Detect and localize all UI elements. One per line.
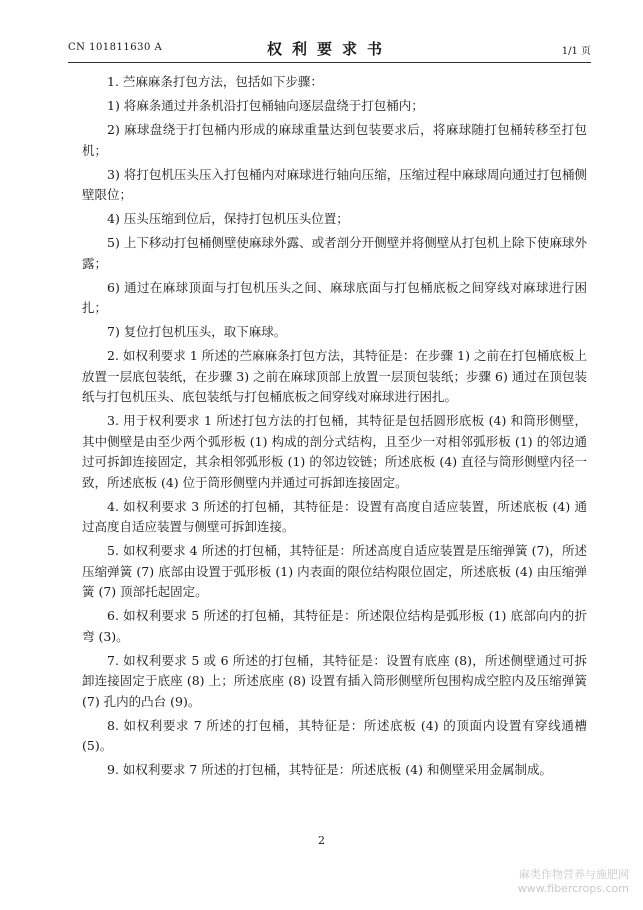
page-number: 2 [318, 834, 325, 847]
claim-paragraph: 6) 通过在麻球顶面与打包机压头之间、麻球底面与打包桶底板之间穿线对麻球进行困扎； [82, 279, 587, 315]
claim-paragraph: 1. 苎麻麻条打包方法，包括如下步骤： [107, 74, 323, 89]
claim-paragraph: 6. 如权利要求 5 所述的打包桶，其特征是：所述限位结构是弧形板 (1) 底部向内的折弯 (3)。 [82, 608, 587, 644]
claim-paragraph: 7. 如权利要求 5 或 6 所述的打包桶，其特征是：设置有底座 (8)，所述侧壁通过可拆卸连接固定于底座 (8) 上；所述底座 (8) 设置有插入筒形侧壁所包围构成空腔内及压缩弹簧 (7) 孔内的凸台 (9)。 [82, 652, 587, 709]
publication-number: CN 101811630 A [68, 42, 163, 53]
claim-paragraph: 2. 如权利要求 1 所述的苎麻麻条打包方法，其特征是：在步骤 1) 之前在打包桶底板上放置一层底包装纸，在步骤 3) 之前在麻球顶部上放置一层顶包装纸；步骤 6) 通过在顶包装纸与打包机压头、底包装纸与打包桶底板之间穿线对麻球进行困扎。 [82, 348, 587, 404]
watermark-line-1: 麻类作物营养与施肥网 [519, 868, 629, 881]
claim-paragraph: 9. 如权利要求 7 所述的打包桶，其特征是：所述底板 (4) 和侧壁采用金属制成。 [107, 762, 552, 777]
claim-paragraph: 3) 将打包机压头压入打包桶内对麻球进行轴向压缩，压缩过程中麻球周向通过打包桶侧壁限位； [82, 166, 587, 202]
claim-paragraph: 5) 上下移动打包桶侧壁使麻球外露、或者剖分开侧壁并将侧壁从打包机上除下使麻球外露； [82, 235, 587, 271]
claim-paragraph: 2) 麻球盘绕于打包桶内形成的麻球重量达到包装要求后，将麻球随打包桶转移至打包机； [82, 122, 587, 158]
watermark-line-2: www.fibercrops.com [517, 882, 629, 895]
claim-paragraph: 3. 用于权利要求 1 所述打包方法的打包桶，其特征是包括圆形底板 (4) 和筒形侧壁，其中侧壁是由至少两个弧形板 (1) 构成的剖分式结构，且至少一对相邻弧形板 (1) 的邻边通过可拆卸连接固定，其余相邻弧形板 (1) 的邻边铰链；所述底板 (4) 直径与筒形侧壁内径一致，所述底板 (4) 位于筒形侧壁内并通过可拆卸连接固定。 [82, 413, 587, 490]
page-counter: 1/1 页 [561, 46, 591, 57]
claim-paragraph: 8. 如权利要求 7 所述的打包桶，其特征是：所述底板 (4) 的顶面内设置有穿线通槽 (5)。 [82, 717, 587, 753]
claim-paragraph: 4) 压头压缩到位后，保持打包机压头位置； [107, 211, 349, 226]
page-title: 权利要求书 [266, 40, 392, 58]
site-watermark [518, 868, 629, 896]
header-divider [68, 62, 591, 63]
claim-paragraph: 5. 如权利要求 4 所述的打包桶，其特征是：所述高度自适应装置是压缩弹簧 (7)，所述压缩弹簧 (7) 底部由设置于弧形板 (1) 内表面的限位结构限位固定，所述底板 (4) 由压缩弹簧 (7) 顶部托起固定。 [82, 543, 587, 599]
page-header [68, 38, 591, 60]
claim-paragraph: 1) 将麻条通过并条机沿打包桶轴向逐层盘绕于打包桶内； [107, 98, 424, 113]
claims-body [82, 72, 587, 784]
claim-paragraph: 7) 复位打包机压头，取下麻球。 [107, 324, 287, 339]
claim-paragraph: 4. 如权利要求 3 所述的打包桶，其特征是：设置有高度自适应装置，所述底板 (4) 通过高度自适应装置与侧壁可拆卸连接。 [82, 498, 587, 534]
